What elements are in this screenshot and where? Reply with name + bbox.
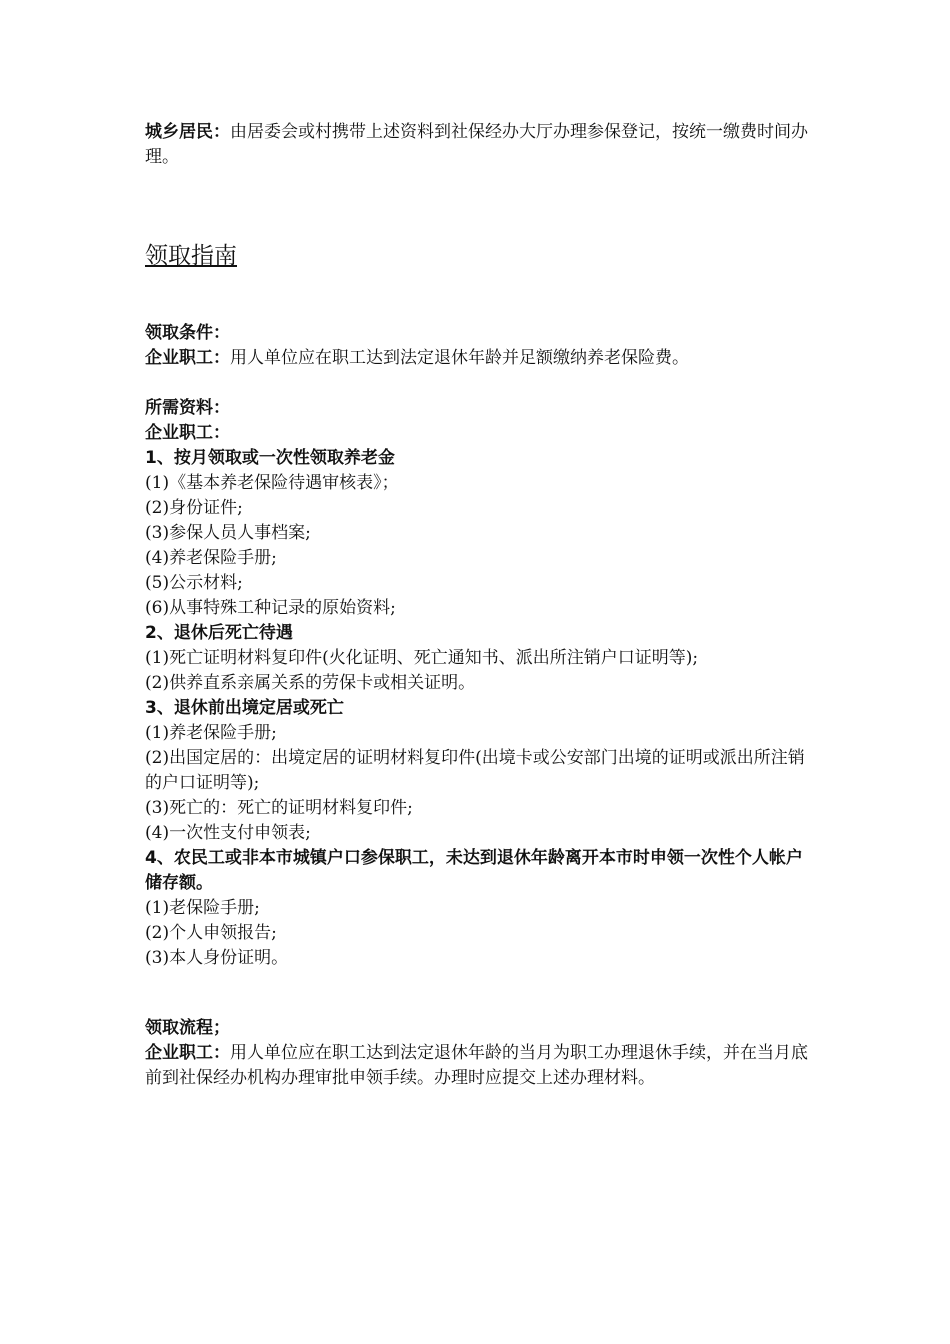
list-item: (6)从事特殊工种记录的原始资料; [145, 598, 396, 618]
list-item: (1)死亡证明材料复印件(火化证明、死亡通知书、派出所注销户口证明等); [145, 648, 699, 668]
list-item: (4)养老保险手册; [145, 548, 277, 568]
conditions-label: 企业职工： [145, 348, 230, 368]
conditions-paragraph [145, 346, 810, 371]
document-page [145, 120, 810, 1091]
residents-label: 城乡居民： [145, 122, 230, 142]
list-item: (3)本人身份证明。 [145, 948, 289, 968]
guide-title: 领取指南 [145, 243, 237, 269]
conditions-text: 用人单位应在职工达到法定退休年龄并足额缴纳养老保险费。 [230, 348, 689, 368]
materials-heading: 所需资料： [145, 398, 230, 418]
list-item: (1)老保险手册; [145, 898, 260, 918]
section2-title: 2、退休后死亡待遇 [145, 623, 293, 643]
conditions-heading: 领取条件： [145, 323, 230, 343]
materials-subheading: 企业职工： [145, 423, 230, 443]
list-item: (4)一次性支付申领表; [145, 823, 311, 843]
list-item: (2)个人申领报告; [145, 923, 277, 943]
process-text: 用人单位应在职工达到法定退休年龄的当月为职工办理退休手续，并在当月底前到社保经办机构办理审批申领手续。办理时应提交上述办理材料。 [145, 1043, 808, 1088]
list-item: (3)死亡的：死亡的证明材料复印件; [145, 798, 413, 818]
residents-paragraph [145, 120, 810, 170]
list-item: (5)公示材料; [145, 573, 243, 593]
list-item: (1)养老保险手册; [145, 723, 277, 743]
list-item: (1)《基本养老保险待遇审核表》； [145, 473, 399, 493]
section1-title: 1、按月领取或一次性领取养老金 [145, 448, 395, 468]
section3-title: 3、退休前出境定居或死亡 [145, 698, 344, 718]
process-heading: 领取流程； [145, 1018, 230, 1038]
process-paragraph [145, 1041, 810, 1091]
section4-title: 4、农民工或非本市城镇户口参保职工，未达到退休年龄离开本市时申领一次性个人帐户储存额。 [145, 848, 803, 893]
list-item: (2)供养直系亲属关系的劳保卡或相关证明。 [145, 673, 476, 693]
residents-text: 由居委会或村携带上述资料到社保经办大厅办理参保登记，按统一缴费时间办理。 [145, 122, 808, 167]
process-label: 企业职工： [145, 1043, 230, 1063]
list-item: (2)身份证件; [145, 498, 243, 518]
list-item: (2)出国定居的：出境定居的证明材料复印件(出境卡或公安部门出境的证明或派出所注销的户口证明等); [145, 748, 805, 793]
list-item: (3)参保人员人事档案; [145, 523, 311, 543]
